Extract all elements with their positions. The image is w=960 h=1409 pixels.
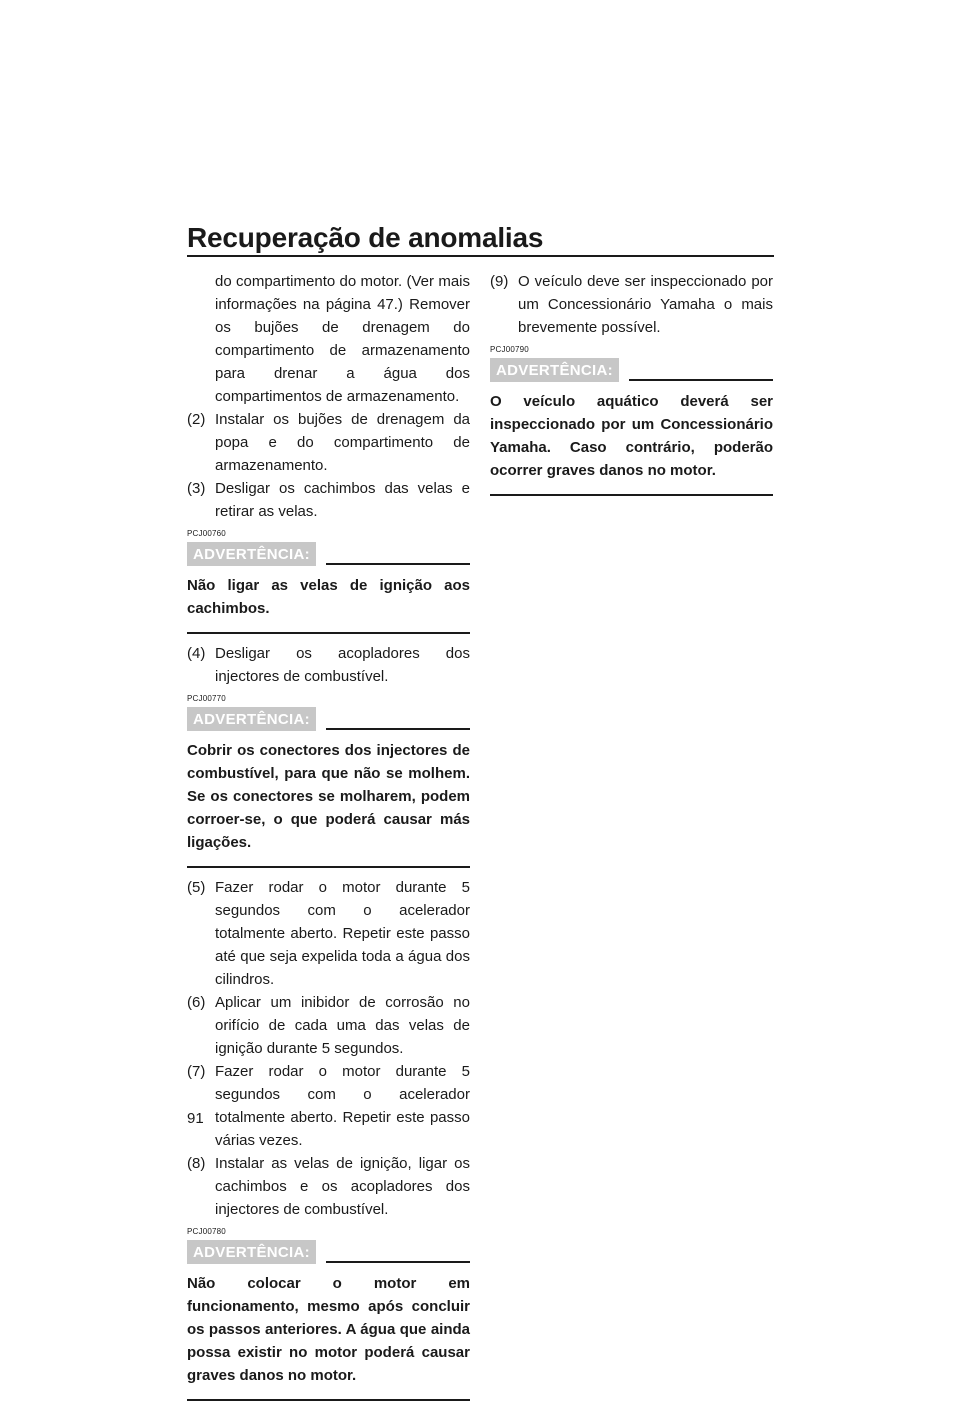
- title-rule: [187, 255, 774, 257]
- step-number: (9): [490, 273, 509, 290]
- step-number: (7): [187, 1063, 206, 1080]
- step-5: [187, 876, 470, 991]
- warning-code: PCJ00770: [187, 694, 226, 703]
- warning-label: ADVERTÊNCIA:: [187, 1240, 316, 1264]
- step-6: [187, 991, 470, 1060]
- warning-code: PCJ00780: [187, 1227, 226, 1236]
- warning-header-rule: [326, 563, 470, 565]
- step-number: (2): [187, 411, 206, 428]
- warning-header: [187, 540, 470, 566]
- warning-text: Não ligar as velas de ignição aos cachimbos.: [187, 577, 470, 617]
- warning-header-rule: [326, 1261, 470, 1263]
- step-8: [187, 1152, 470, 1221]
- warning-box: [490, 345, 773, 496]
- warning-header-rule: [326, 728, 470, 730]
- warning-text: Não colocar o motor em funcionamento, mesmo após concluir os passos anteriores. A água que ainda possa existir no motor poderá causar graves danos no motor.: [187, 1275, 470, 1384]
- step-text: Instalar os bujões de drenagem da popa e do compartimento de armazenamento.: [215, 411, 470, 474]
- warning-bottom-rule: [187, 1399, 470, 1401]
- step-number: (4): [187, 645, 206, 662]
- warning-bottom-rule: [490, 494, 773, 496]
- intro-text: do compartimento do motor. (Ver mais informações na página 47.) Remover os bujões de drenagem do compartimento de armazenamento para drenar a água dos compartimentos de armazenamento.: [215, 273, 470, 405]
- warning-header-rule: [629, 379, 773, 381]
- left-column: [187, 270, 470, 1409]
- warning-box: [187, 529, 470, 634]
- step-4: [187, 642, 470, 688]
- warning-header: [490, 356, 773, 382]
- page-number: 91: [187, 1110, 204, 1127]
- warning-bottom-rule: [187, 632, 470, 634]
- warning-box: [187, 1227, 470, 1401]
- warning-label: ADVERTÊNCIA:: [187, 542, 316, 566]
- step-number: (8): [187, 1155, 206, 1172]
- step-text: Desligar os cachimbos das velas e retirar as velas.: [215, 480, 470, 520]
- step-number: (3): [187, 480, 206, 497]
- step-number: (5): [187, 879, 206, 896]
- warning-label: ADVERTÊNCIA:: [187, 707, 316, 731]
- step-text: O veículo deve ser inspeccionado por um Concessionário Yamaha o mais brevemente possível.: [518, 273, 773, 336]
- warning-code: PCJ00760: [187, 529, 226, 538]
- step-text: Desligar os acopladores dos injectores de combustível.: [215, 645, 470, 685]
- step-text: Aplicar um inibidor de corrosão no orifício de cada uma das velas de ignição durante 5 segundos.: [215, 994, 470, 1057]
- step-7: [187, 1060, 470, 1152]
- warning-text: Cobrir os conectores dos injectores de combustível, para que não se molhem. Se os conectores se molharem, podem corroer-se, o que poderá causar más ligações.: [187, 742, 470, 851]
- warning-label: ADVERTÊNCIA:: [490, 358, 619, 382]
- right-column: [490, 270, 773, 504]
- step-text: Fazer rodar o motor durante 5 segundos com o acelerador totalmente aberto. Repetir este passo até que seja expelida toda a água dos cilindros.: [215, 879, 470, 988]
- warning-code: PCJ00790: [490, 345, 529, 354]
- warning-bottom-rule: [187, 866, 470, 868]
- warning-text: O veículo aquático deverá ser inspeccionado por um Concessionário Yamaha. Caso contrário, poderão ocorrer graves danos no motor.: [490, 393, 773, 479]
- step-text: Instalar as velas de ignição, ligar os cachimbos e os acopladores dos injectores de combustível.: [215, 1155, 470, 1218]
- warning-header: [187, 705, 470, 731]
- step-3: [187, 477, 470, 523]
- warning-box: [187, 694, 470, 868]
- page-title: Recuperação de anomalias: [187, 222, 544, 253]
- warning-header: [187, 1238, 470, 1264]
- step-text: Fazer rodar o motor durante 5 segundos com o acelerador totalmente aberto. Repetir este passo várias vezes.: [215, 1063, 470, 1149]
- step-number: (6): [187, 994, 206, 1011]
- step-9: [490, 270, 773, 339]
- step-2: [187, 408, 470, 477]
